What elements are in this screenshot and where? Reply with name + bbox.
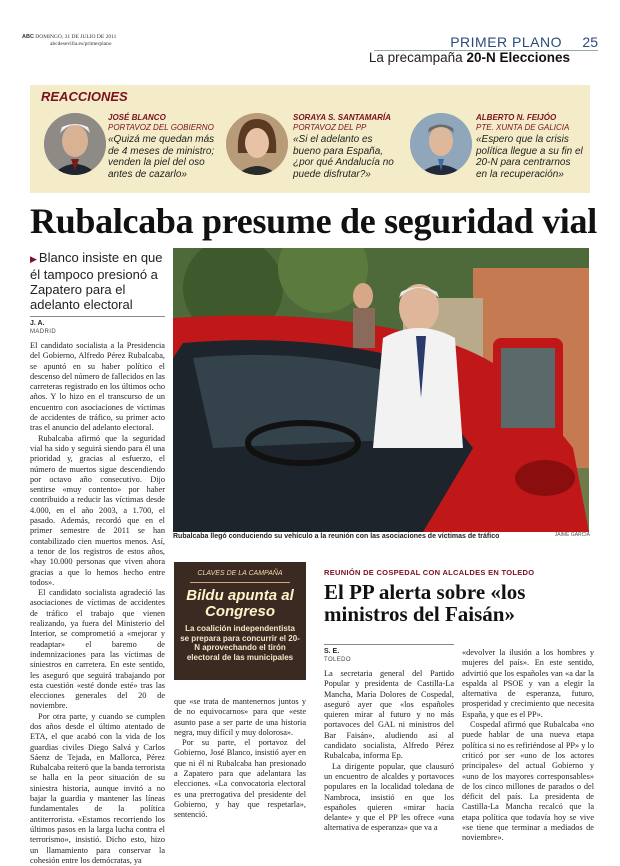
dateline: MADRID <box>30 329 57 335</box>
photo-credit: JAIME GARCÍA <box>554 532 590 538</box>
header-meta <box>22 34 116 48</box>
reaction-role: PORTAVOZ DEL GOBIERNO <box>108 123 214 132</box>
main-headline: Rubalcaba presume de seguridad vial <box>30 201 597 241</box>
reaction-quote: «Quizá me quedan más de 4 meses de ministro; venden la piel del oso antes de cazarlo» <box>108 134 215 180</box>
bullet-triangle-icon: ▶ <box>30 254 37 264</box>
pp-column-2: «devolver la ilusión a los hombres y mujeres del país». En este sentido, advirtió que los españoles van «a dar la espalda al PSOE y van a elegir la alternativa de esperanza, futuro, prosperidad y crecimiento que necesita España, y que es el PP». Cospedal afirmó que Rubalcaba «no puede hablar de una nueva etapa política si no es refiriéndose al PP» y lo criticó por ser «uno de los actores principales» del actual Gobierno y «uno de los mayores corresponsables» de los cinco millones de parados o del déficit del país. La presidenta de Castilla-La Mancha recalcó que la etapa política que todavía hoy se vive «se tiene que terminar a mediados de noviembre». <box>462 648 594 843</box>
article-column-2: que «se trata de mantenernos juntos y de no equivocarnos» para que «este asunto pase a ser parte de una historia negra, muy difícil y muy dolorosa». Por su parte, el portavoz del Gobierno, José Blanco, insistió ayer en que ni él ni Rubalcaba han presionado a Zapatero para que adelantara las elecciones. «La convocatoria electoral es una prerrogativa del presidente del Gobierno, y hay que respetarla», sentenció. <box>174 697 306 820</box>
avatar-feijoo <box>410 113 472 175</box>
byline: J. A. <box>30 320 45 327</box>
bildu-title: Bildu apunta al Congreso <box>186 587 294 620</box>
bildu-text: La coalición independentista se prepara para concurrir el 20-N aprovechando el tirón electoral de las municipales <box>180 624 300 662</box>
avatar-blanco <box>44 113 106 175</box>
reaction-name: ALBERTO N. FEIJÓO <box>476 113 557 122</box>
reaction-name: SORAYA S. SANTAMARÍA <box>293 113 391 122</box>
divider <box>324 644 454 645</box>
divider <box>30 316 165 317</box>
reaction-quote: «Espero que la crisis política llegue a su fin el 20-N para centrarnos en la recuperación» <box>476 134 583 180</box>
reaction-role: PORTAVOZ DEL PP <box>293 123 367 132</box>
dateline: TOLEDO <box>324 657 351 663</box>
avatar-santamaria <box>226 113 288 175</box>
pp-headline: El PP alerta sobre «los ministros del Faisán» <box>324 580 526 626</box>
issue-date: DOMINGO, 31 DE JULIO DE 2011 <box>35 34 117 40</box>
pp-column-1: La secretaria general del Partido Popular y presidenta de Castilla-La Mancha, María Dolores de Cospedal, aseguró ayer que «los españoles quieren mirar al futuro y no más portavoces del GAL ni ministros del Bar Faisán», aludiendo así al candidato socialista, Alfredo Pérez Rubalcaba, informa Ep. La dirigente popular, que clausuró un encuentro de alcaldes y portavoces populares en la localidad toledana de Nambroca, insistió en que los españoles quieren «mirar hacia delante» y que el PP les ofrece «una alternativa de esperanza» que va a <box>324 669 454 833</box>
reactions-title: REACCIONES <box>41 89 128 104</box>
brand-logo: ABC <box>22 34 34 40</box>
main-photo <box>173 248 589 532</box>
byline: S. E. <box>324 648 340 655</box>
subsection-title: La precampaña 20-N Elecciones <box>368 50 570 65</box>
pp-kicker: REUNIÓN DE COSPEDAL CON ALCALDES EN TOLEDO <box>324 568 535 577</box>
reaction-name: JOSÉ BLANCO <box>108 113 166 122</box>
bildu-kicker: CLAVES DE LA CAMPAÑA <box>197 570 283 577</box>
main-deck: ▶ Blanco insiste en que él tampoco presionó a Zapatero para el adelanto electoral <box>30 250 163 312</box>
reaction-role: PTE. XUNTA DE GALICIA <box>476 123 570 132</box>
photo-caption: Rubalcaba llegó conduciendo su vehículo a la reunión con las asociaciones de víctimas de tráfico <box>173 533 500 540</box>
article-column-1: El candidato socialista a la Presidencia del Gobierno, Alfredo Pérez Rubalcaba, se apuntó en su haber político el descenso del número de fallecidos en las carreteras registrado en los últimos ocho años. Y lo hizo en el transcurso de un encuentro con asociaciones de víctimas de accidentes de tráfico, su primer acto tras el anuncio del adelanto electoral. Rubalcaba afirmó que la seguridad vial ha sido y seguirá siendo para él una prioridad y, gracias al esfuerzo, el número de muertos sigue descendiendo por octavo año consecutivo. Dijo sentirse «muy contento» por haber contribuido a reducir las víctimas desde 4.000, en el año 2003, a 1.700, el pasado. Además, recordó que en el primer semestre de 2011 se han contabilizado cien muertos menos. Así, a tenor de los registros de estos años, «hay 10.000 personas que viven ahora gracias a que lo hemos hecho entre todos». El candidato socialista agradeció las asociaciones de víctimas de accidentes de tráfico el trabajo que vienen realizando, ya fuera del Ministerio del Interior, se comprometió a «mejorar y readaptar» el baremo de indemnizaciones para las víctimas de siniestros en carretera. En este sentido, les aseguró que seguirá trabajando por esta cuestión «esté donde esté» tras las elecciones generales del 20 de noviembre. Por otra parte, y cuando se cumplen dos años desde el último atentado de ETA, el que acabó con la vida de los guardias civiles Diego Salvá y Carlos Sáenz de Tejada, en Mallorca, Pérez Rubalcaba reiteró que la banda terrorista se halla en la peor situación de su siniestra historia, aunque invitó a no bajar la guardia y mantener las líneas fundamentales de la política antiterrorista. «Estamos recorriendo los últimos pasos en la larga lucha contra el terrorismo», insistió. Dicho esto, hizo un llamamiento para conservar la cohesión entre los demócratas, ya <box>30 341 166 865</box>
section-url: abcdesevilla.es/primerplano <box>50 41 112 47</box>
section-title: PRIMER PLANO <box>450 34 562 50</box>
reaction-quote: «Si el adelanto es bueno para España, ¿por qué Andalucía no puede disfrutar?» <box>293 134 394 180</box>
divider <box>190 582 290 583</box>
page-number: 25 <box>582 34 598 50</box>
